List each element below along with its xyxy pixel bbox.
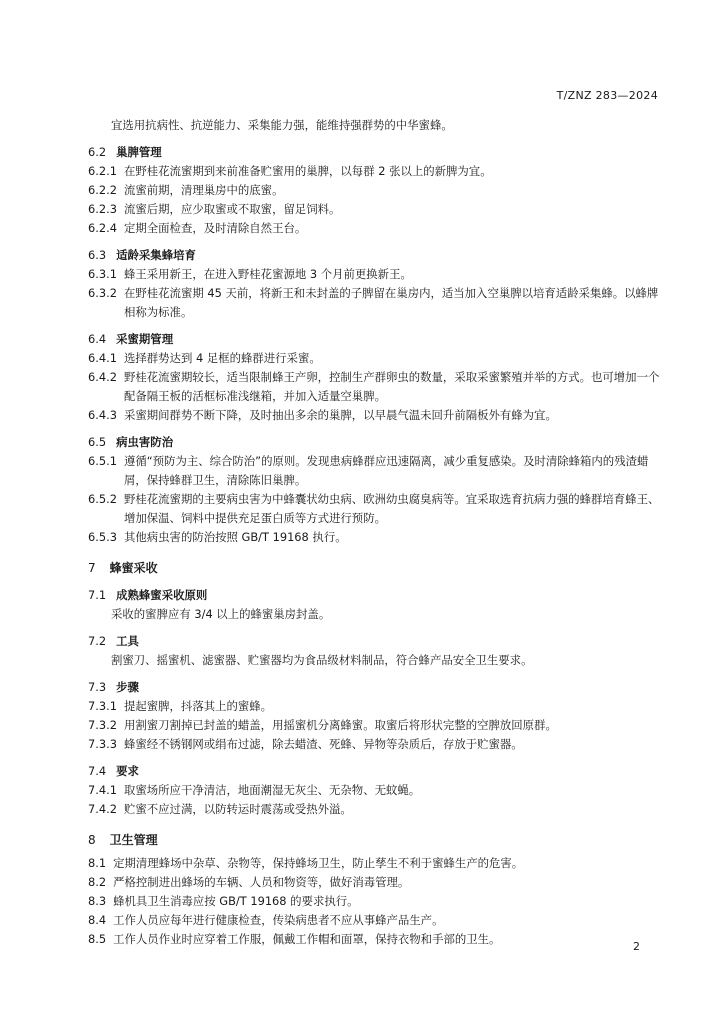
clause-item xyxy=(88,181,660,200)
clause-item xyxy=(88,368,660,406)
clause-number: 7.1 xyxy=(88,588,107,602)
section-heading xyxy=(88,762,660,781)
clause-number: 6.2 xyxy=(88,145,107,159)
clause-number: 6.5 xyxy=(88,435,107,449)
clause-text: 要求 xyxy=(116,764,139,778)
document-code: T/ZNZ 283—2024 xyxy=(556,89,658,102)
clause-number: 7.3.1 xyxy=(88,699,117,713)
clause-item xyxy=(88,781,660,800)
clause-item xyxy=(88,284,660,322)
clause-number: 6.3.1 xyxy=(88,267,117,281)
section-heading xyxy=(88,330,660,349)
clause-text: 取蜜场所应干净清洁，地面潮湿无灰尘、无杂物、无蚊蝇。 xyxy=(123,783,421,797)
clause-text: 其他病虫害的防治按照 GB/T 19168 执行。 xyxy=(123,530,347,544)
clause-text: 步骤 xyxy=(116,680,139,694)
clause-text: 严格控制进出蜂场的车辆、人员和物资等，做好消毒管理。 xyxy=(113,875,410,889)
clause-number: 6.5.3 xyxy=(88,530,117,544)
clause-item xyxy=(88,911,660,930)
clause-number: 7.3 xyxy=(88,680,107,694)
clause-number: 7.3.2 xyxy=(88,718,117,732)
clause-number: 6.2.3 xyxy=(88,202,117,216)
clause-number: 8.1 xyxy=(88,856,107,870)
clause-text: 采蜜期间群势不断下降，及时抽出多余的巢脾，以早晨气温未回升前隔板外有蜂为宜。 xyxy=(123,408,557,422)
chapter-heading xyxy=(88,831,660,850)
document-body xyxy=(88,116,660,949)
clause-item xyxy=(88,265,660,284)
clause-item xyxy=(88,406,660,425)
clause-text: 遵循“预防为主、综合防治”的原则。发现患病蜂群应迅速隔离，减少重复感染。及时清除蜂箱内的残渣蜡屑，保持蜂群卫生，清除陈旧巢脾。 xyxy=(123,454,649,487)
clause-number: 6.4.3 xyxy=(88,408,117,422)
clause-text: 野桂花流蜜期的主要病虫害为中蜂囊状幼虫病、欧洲幼虫腐臭病等。宜采取选育抗病力强的蜂群培育蜂王、增加保温、饲料中提供充足蛋白质等方式进行预防。 xyxy=(123,492,660,525)
clause-text: 巢脾管理 xyxy=(116,145,162,159)
section-heading xyxy=(88,678,660,697)
clause-text: 工具 xyxy=(116,634,139,648)
clause-item xyxy=(88,697,660,716)
clause-number: 6.5.2 xyxy=(88,492,117,506)
section-heading xyxy=(88,586,660,605)
clause-text: 卫生管理 xyxy=(109,833,158,847)
clause-number: 7.4 xyxy=(88,764,107,778)
clause-item xyxy=(88,490,660,528)
section-heading xyxy=(88,246,660,265)
paragraph: 采收的蜜脾应有 3/4 以上的蜂蜜巢房封盖。 xyxy=(111,607,331,621)
clause-item xyxy=(88,735,660,754)
clause-text: 贮蜜不应过满，以防转运时震荡或受热外溢。 xyxy=(123,802,352,816)
clause-text: 工作人员应每年进行健康检查，传染病患者不应从事蜂产品生产。 xyxy=(113,913,444,927)
paragraph: 割蜜刀、摇蜜机、滤蜜器、贮蜜器均为食品级材料制品，符合蜂产品安全卫生要求。 xyxy=(111,653,533,667)
clause-number: 7.4.2 xyxy=(88,802,117,816)
clause-text: 流蜜前期，清理巢房中的底蜜。 xyxy=(123,183,284,197)
clause-item xyxy=(88,528,660,547)
clause-text: 蜂蜜采收 xyxy=(109,561,158,575)
clause-text: 提起蜜脾，抖落其上的蜜蜂。 xyxy=(123,699,273,713)
clause-item xyxy=(88,800,660,819)
section-heading xyxy=(88,143,660,162)
clause-number: 6.2.4 xyxy=(88,221,117,235)
clause-number: 8.4 xyxy=(88,913,107,927)
clause-text: 成熟蜂蜜采收原则 xyxy=(116,588,208,602)
clause-item xyxy=(88,716,660,735)
section-heading xyxy=(88,433,660,452)
clause-number: 7.3.3 xyxy=(88,737,117,751)
paragraph: 宜选用抗病性、抗逆能力、采集能力强，能维持强群势的中华蜜蜂。 xyxy=(111,118,453,132)
clause-text: 定期全面检查，及时清除自然王台。 xyxy=(123,221,307,235)
clause-text: 蜂蜜经不锈钢网或绢布过滤，除去蜡渣、死蜂、异物等杂质后，存放于贮蜜器。 xyxy=(123,737,523,751)
clause-item xyxy=(88,892,660,911)
clause-text: 选择群势达到 4 足框的蜂群进行采蜜。 xyxy=(123,351,321,365)
clause-text: 适龄采集蜂培育 xyxy=(116,248,196,262)
clause-item xyxy=(88,162,660,181)
clause-text: 工作人员作业时应穿着工作服，佩戴工作帽和面罩，保持衣物和手部的卫生。 xyxy=(113,932,501,946)
clause-number: 6.4.1 xyxy=(88,351,117,365)
clause-number: 8.5 xyxy=(88,932,107,946)
clause-text: 定期清理蜂场中杂草、杂物等，保持蜂场卫生，防止孳生不利于蜜蜂生产的危害。 xyxy=(113,856,524,870)
clause-number: 7.2 xyxy=(88,634,107,648)
clause-item xyxy=(88,349,660,368)
clause-number: 7 xyxy=(88,561,96,575)
clause-item xyxy=(88,452,660,490)
clause-number: 6.3 xyxy=(88,248,107,262)
clause-number: 8 xyxy=(88,833,96,847)
clause-item xyxy=(88,873,660,892)
clause-text: 在野桂花流蜜期到来前准备贮蜜用的巢脾，以每群 2 张以上的新脾为宜。 xyxy=(123,164,492,178)
clause-number: 6.4 xyxy=(88,332,107,346)
clause-item xyxy=(88,219,660,238)
clause-number: 6.4.2 xyxy=(88,370,117,384)
clause-text: 流蜜后期，应少取蜜或不取蜜，留足饲料。 xyxy=(123,202,341,216)
section-heading xyxy=(88,632,660,651)
clause-text: 病虫害防治 xyxy=(116,435,174,449)
clause-number: 6.5.1 xyxy=(88,454,117,468)
clause-text: 野桂花流蜜期较长，适当限制蜂王产卵，控制生产群卵虫的数量，采取采蜜繁殖并举的方式。也可增加一个配备隔王板的活框标准浅继箱，并加入适量空巢脾。 xyxy=(123,370,660,403)
clause-text: 蜂机具卫生消毒应按 GB/T 19168 的要求执行。 xyxy=(113,894,359,908)
clause-number: 8.3 xyxy=(88,894,107,908)
clause-item xyxy=(88,930,660,949)
clause-text: 用割蜜刀割掉已封盖的蜡盖，用摇蜜机分离蜂蜜。取蜜后将形状完整的空脾放回原群。 xyxy=(123,718,557,732)
chapter-heading xyxy=(88,559,660,578)
clause-number: 8.2 xyxy=(88,875,107,889)
clause-number: 7.4.1 xyxy=(88,783,117,797)
clause-number: 6.3.2 xyxy=(88,286,117,300)
clause-text: 蜂王采用新王，在进入野桂花蜜源地 3 个月前更换新王。 xyxy=(123,267,412,281)
clause-number: 6.2.2 xyxy=(88,183,117,197)
clause-item xyxy=(88,200,660,219)
page-number: 2 xyxy=(633,940,640,953)
clause-text: 采蜜期管理 xyxy=(116,332,174,346)
clause-item xyxy=(88,854,660,873)
clause-text: 在野桂花流蜜期 45 天前，将新王和未封盖的子脾留在巢房内，适当加入空巢脾以培育适龄采集蜂。以蜂牌相称为标准。 xyxy=(123,286,659,319)
clause-number: 6.2.1 xyxy=(88,164,117,178)
